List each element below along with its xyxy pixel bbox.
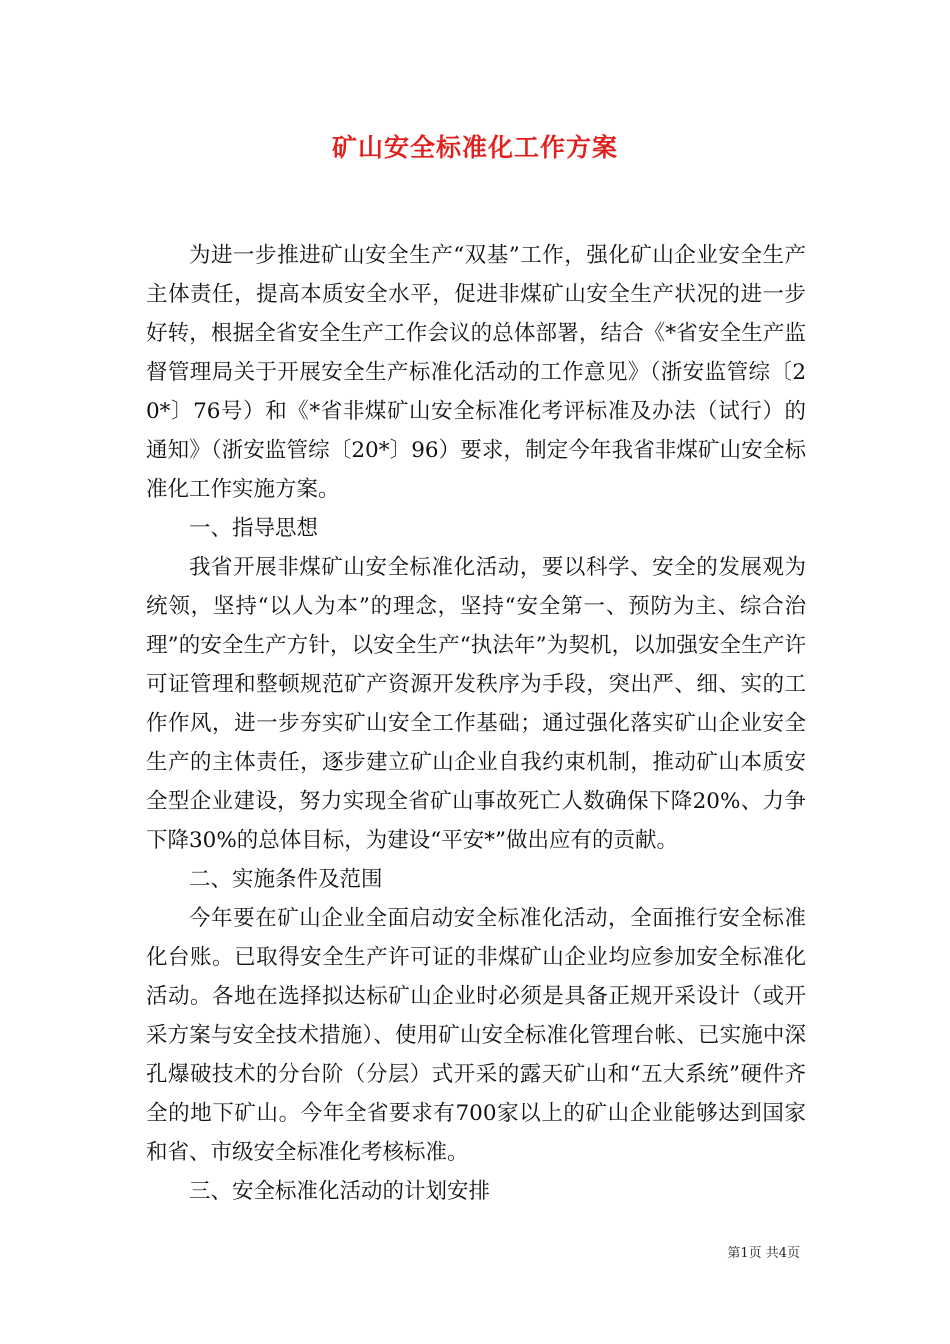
section-heading-conditions-scope: 二、实施条件及范围 [189,867,383,892]
document-title: 矿山安全标准化工作方案 [331,133,618,162]
section-heading-plan: 三、安全标准化活动的计划安排 [189,1179,491,1204]
intro-paragraph: 为进一步推进矿山安全生产“双基”工作，强化矿山企业安全生产主体责任，提高本质安全水平，促进非煤矿山安全生产状况的进一步好转，根据全省安全生产工作会议的总体部署，结合《*省安全生产监督管理局关于开展安全生产标准化活动的工作意见》（浙安监管综〔20*〕76号）和《*省非煤矿山安全标准化考评标准及办法（试行）的通知》（浙安监管综〔20*〕96）要求，制定今年我省非煤矿山安全标准化工作实施方案。 [146,243,806,502]
section-heading-guiding-thought: 一、指导思想 [189,516,319,541]
conditions-scope-paragraph: 今年要在矿山企业全面启动安全标准化活动，全面推行安全标准化台账。已取得安全生产许可证的非煤矿山企业均应参加安全标准化活动。各地在选择拟达标矿山企业时必须是具备正规开采设计（或开采方案与安全技术措施）、使用矿山安全标准化管理台帐、已实施中深孔爆破技术的分台阶（分层）式开采的露天矿山和“五大系统”硬件齐全的地下矿山。今年全省要求有700家以上的矿山企业能够达到国家和省、市级安全标准化考核标准。 [146,906,806,1165]
guiding-thought-paragraph: 我省开展非煤矿山安全标准化活动，要以科学、安全的发展观为统领，坚持“以人为本”的理念，坚持“安全第一、预防为主、综合治理”的安全生产方针，以安全生产“执法年”为契机，以加强安全生产许可证管理和整顿规范矿产资源开发秩序为手段，突出严、细、实的工作作风，进一步夯实矿山安全工作基础；通过强化落实矿山企业安全生产的主体责任，逐步建立矿山企业自我约束机制，推动矿山本质安全型企业建设，努力实现全省矿山事故死亡人数确保下降20%、力争下降30%的总体目标，为建设“平安*”做出应有的贡献。 [146,555,806,853]
page-number: 第1页 共4页 [727,1246,800,1261]
document-body [146,236,806,1211]
